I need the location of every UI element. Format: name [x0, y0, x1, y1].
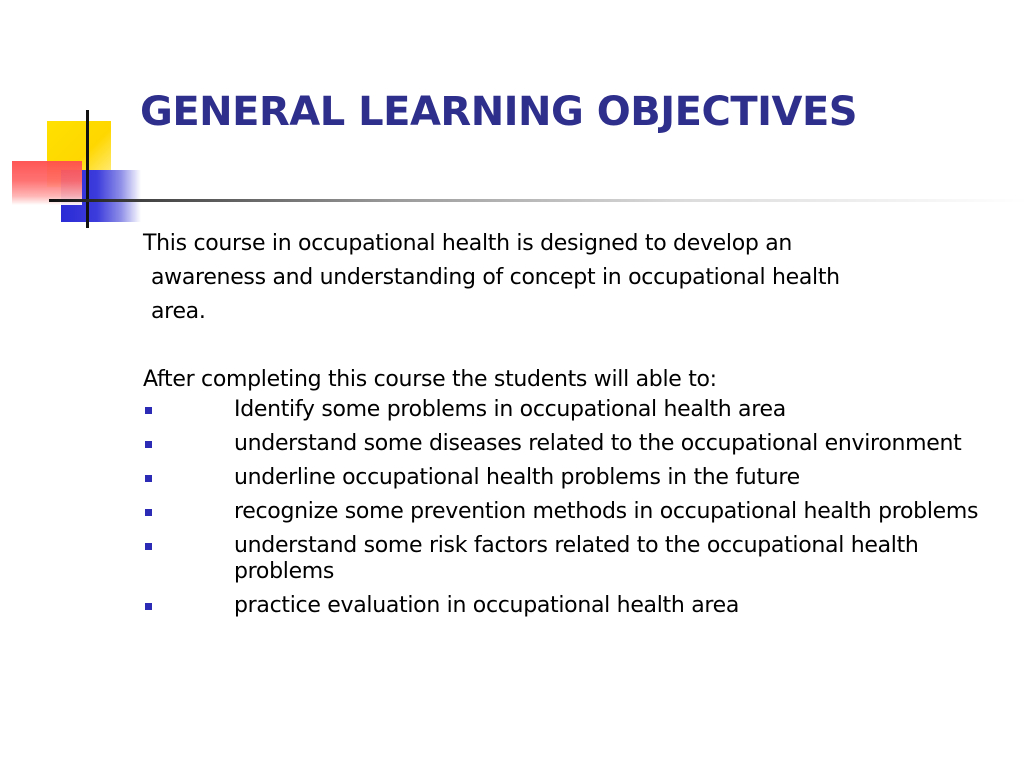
- list-item-text: underline occupational health problems in the future: [234, 465, 800, 490]
- list-item: [143, 499, 993, 525]
- list-item: [143, 593, 993, 619]
- list-item: [143, 465, 993, 491]
- list-item-text: recognize some prevention methods in occupational health problems: [234, 499, 979, 524]
- intro-paragraph: [143, 227, 993, 329]
- list-item-text: understand some risk factors related to the occupational health problems: [234, 533, 919, 584]
- intro-line: area.: [151, 299, 206, 324]
- square-bullet-icon: [145, 407, 152, 414]
- list-item-text: practice evaluation in occupational health area: [234, 593, 740, 618]
- square-bullet-icon: [145, 475, 152, 482]
- objectives-list: [143, 397, 993, 619]
- intro-line: awareness and understanding of concept in occupational health: [151, 265, 840, 290]
- list-item: [143, 431, 993, 457]
- title-divider: [49, 199, 1024, 202]
- square-bullet-icon: [145, 603, 152, 610]
- list-item: [143, 397, 993, 423]
- vertical-rule: [86, 110, 89, 228]
- square-bullet-icon: [145, 441, 152, 448]
- list-item-text: understand some diseases related to the occupational environment: [234, 431, 962, 456]
- slide-title: GENERAL LEARNING OBJECTIVES: [140, 89, 858, 135]
- list-item: [143, 533, 993, 585]
- color-squares-logo: [0, 0, 160, 240]
- square-bullet-icon: [145, 509, 152, 516]
- slide-body: [143, 227, 993, 627]
- list-item-text: Identify some problems in occupational health area: [234, 397, 786, 422]
- objectives-lead: After completing this course the students will able to:: [143, 367, 717, 392]
- intro-line: This course in occupational health is designed to develop an: [143, 231, 793, 256]
- square-bullet-icon: [145, 543, 152, 550]
